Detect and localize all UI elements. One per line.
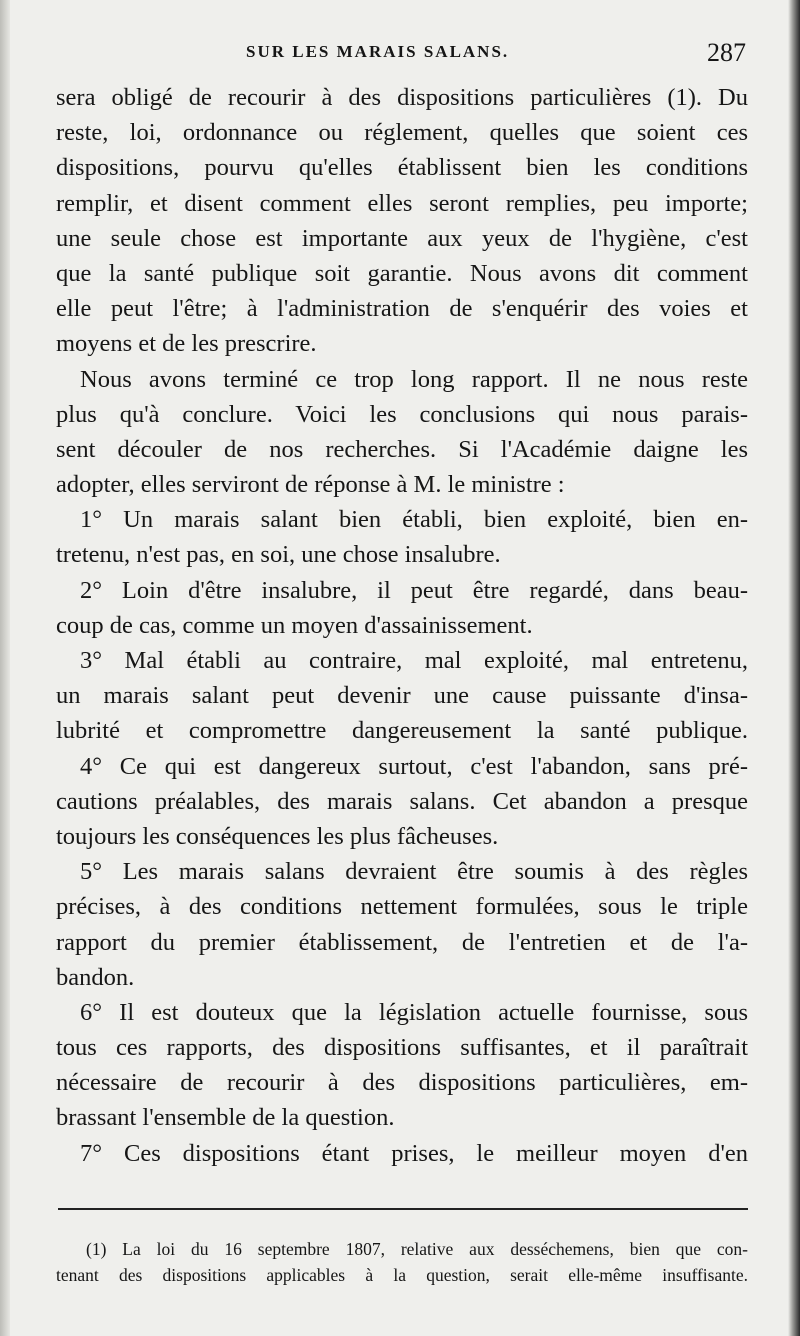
footnote	[56, 1236, 748, 1288]
text-line: une seule chose est importante aux yeux de l'hygiène, c'est	[56, 224, 748, 252]
conclusion-1-line: tretenu, n'est pas, en soi, une chose insalubre.	[56, 541, 501, 569]
conclusion-6-line: brassant l'ensemble de la question.	[56, 1104, 395, 1132]
text-line: plus qu'à conclure. Voici les conclusions qui nous parais-	[56, 400, 748, 428]
body-text	[56, 80, 748, 1171]
conclusion-3-line: 3° Mal établi au contraire, mal exploité, mal entretenu,	[80, 647, 748, 674]
footnote-line: (1) La loi du 16 septembre 1807, relative aux desséchemens, bien que con-	[86, 1239, 748, 1259]
conclusion-5-line: précises, à des conditions nettement formulées, sous le triple	[56, 893, 748, 921]
conclusion-1-line: 1° Un marais salant bien établi, bien exploité, bien en-	[80, 506, 748, 534]
page-left-edge	[0, 0, 10, 1336]
conclusion-3-line: un marais salant peut devenir une cause puissante d'insa-	[56, 682, 748, 710]
text-line: sera obligé de recourir à des dispositions particulières (1). Du	[56, 84, 748, 111]
text-line: que la santé publique soit garantie. Nous avons dit comment	[56, 259, 748, 287]
conclusion-5-line: bandon.	[56, 963, 135, 991]
footnote-divider	[58, 1208, 748, 1210]
conclusion-3-line: lubrité et compromettre dangereusement la santé publique.	[56, 717, 748, 745]
conclusion-4-line: cautions préalables, des marais salans. Cet abandon a presque	[56, 787, 748, 815]
conclusion-5-line: rapport du premier établissement, de l'entretien et de l'a-	[56, 928, 748, 956]
page-right-edge	[788, 0, 800, 1336]
conclusion-4-line: toujours les conséquences les plus fâcheuses.	[56, 822, 499, 850]
running-header	[56, 38, 746, 74]
text-line: moyens et de les prescrire.	[56, 330, 317, 358]
conclusion-6-line: nécessaire de recourir à des dispositions particulières, em-	[56, 1069, 748, 1097]
conclusion-4-line: 4° Ce qui est dangereux surtout, c'est l'abandon, sans pré-	[80, 752, 748, 780]
conclusion-2-line: coup de cas, comme un moyen d'assainissement.	[56, 611, 533, 639]
page-number: 287	[707, 38, 746, 67]
text-line: sent découler de nos recherches. Si l'Académie daigne les	[56, 435, 748, 463]
text-line: Nous avons terminé ce trop long rapport. Il ne nous reste	[80, 365, 748, 393]
conclusion-2-line: 2° Loin d'être insalubre, il peut être regardé, dans beau-	[80, 576, 748, 604]
running-title: SUR LES MARAIS SALANS.	[246, 42, 510, 61]
conclusion-6-line: 6° Il est douteux que la législation actuelle fournisse, sous	[80, 998, 748, 1026]
text-line: elle peut l'être; à l'administration de s'enquérir des voies et	[56, 295, 748, 323]
text-line: adopter, elles serviront de réponse à M. le ministre :	[56, 471, 565, 499]
conclusion-7-line: 7° Ces dispositions étant prises, le meilleur moyen d'en	[80, 1139, 748, 1167]
footnote-line: tenant des dispositions applicables à la question, serait elle-même insuffisante.	[56, 1265, 748, 1285]
text-line: dispositions, pourvu qu'elles établissent bien les conditions	[56, 154, 748, 182]
conclusion-6-line: tous ces rapports, des dispositions suffisantes, et il paraîtrait	[56, 1034, 748, 1062]
text-line: remplir, et disent comment elles seront remplies, peu importe;	[56, 189, 748, 217]
conclusion-5-line: 5° Les marais salans devraient être soumis à des règles	[80, 858, 748, 886]
text-line: reste, loi, ordonnance ou réglement, quelles que soient ces	[56, 119, 748, 147]
